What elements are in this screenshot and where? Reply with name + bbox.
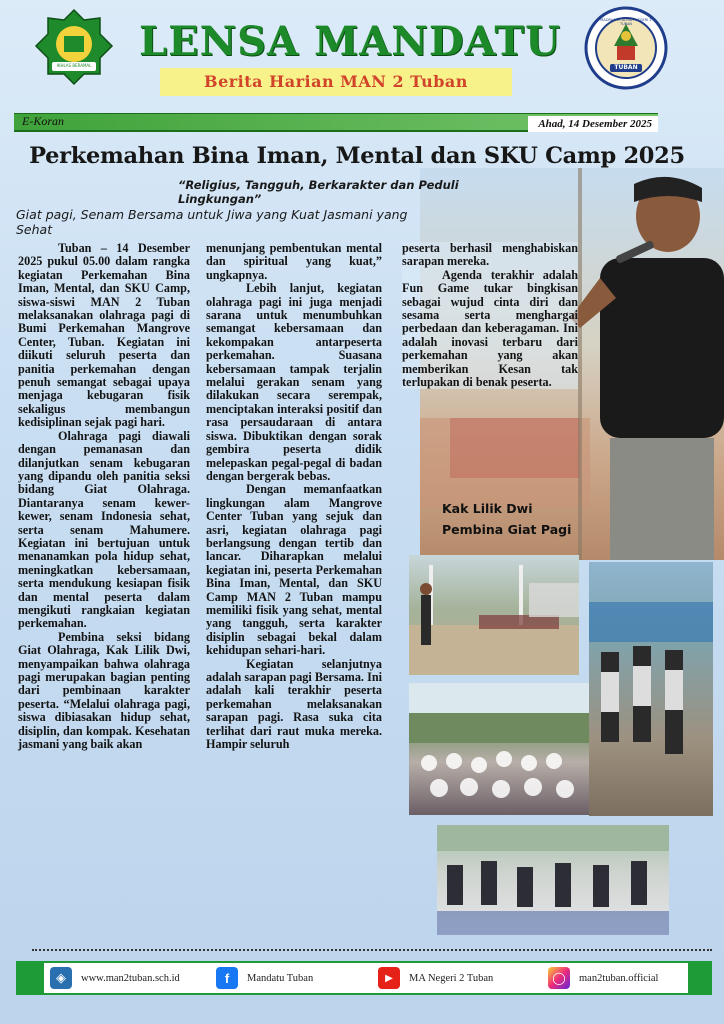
exercise-photo-4: [437, 825, 669, 935]
instagram-icon: ◯: [548, 967, 570, 989]
school-logo-bottom-text: TUBAN: [614, 64, 638, 71]
footer-youtube[interactable]: [378, 966, 493, 990]
paragraph: Dengan memanfaatkan lingkungan alam Mangrove Center Tuban yang sejuk dan asri, kegiatan olahraga pagi berlangsung dengan tertib dan lancar. Diharapkan melalui kegiatan ini, peserta Perkemahan Bina Iman, Mental, dan SKU Camp MAN 2 Tuban mampu memiliki fisik yang sehat, mental yang tangguh, serta karakter disiplin sebagai bekal dalam kehidupan sehari-hari.: [206, 482, 382, 658]
paragraph: Pembina seksi bidang Giat Olahraga, Kak Lilik Dwi, menyampaikan bahwa olahraga pagi merupakan bagian penting dari pembinaan karakter peserta. “Melalui olahraga pagi, siswa dibiasakan hidup sehat, disiplin, dan kompak. Kesehatan jasmani yang baik akan: [18, 629, 190, 752]
edition-date: Ahad, 14 Desember 2025: [528, 116, 658, 132]
footer-website-text: www.man2tuban.sch.id: [81, 972, 180, 984]
kemenag-logo-text: IKHLAS BERAMAL: [56, 63, 92, 68]
masthead-subtitle: Berita Harian MAN 2 Tuban: [160, 68, 512, 96]
paragraph: Kegiatan selanjutnya adalah sarapan pagi Bersama. Ini adalah kali terakhir peserta perkemahan melaksanakan sarapan pagi. Rasa suka cita terlihat dari raut muka mereka. Hampir seluruh: [206, 656, 382, 752]
paragraph: Lebih lanjut, kegiatan olahraga pagi ini juga menjadi sarana untuk menumbuhkan semangat kebersamaan dan kekompakan antarpeserta perkemahan. Suasana kebersamaan tampak terjalin melalui gerakan senam yang dilakukan secara serempak, menciptakan interaksi positif dan rasa persaudaraan di antara siswa. Dibuktikan dengan sorak gembira peserta didik melepaskan pegal-pegal di badan dengan bergerak bebas.: [206, 281, 382, 483]
photo-caption-name: Kak Lilik Dwi: [442, 501, 533, 516]
footer-instagram[interactable]: [548, 966, 658, 990]
footer-instagram-text: man2tuban.official: [579, 972, 659, 984]
footer-divider: [32, 949, 712, 951]
edition-label: E-Koran: [22, 114, 64, 128]
school-logo-ring-text: MADRASAH ALIYAH NEGERI 2 TUBAN: [600, 18, 652, 26]
footer-facebook-text: Mandatu Tuban: [247, 972, 314, 984]
paragraph: Tuban – 14 Desember 2025 pukul 05.00 dalam rangka kegiatan Perkemahan Bina Iman, Mental, dan SKU Camp, siswa-siswi MAN 2 Tuban melaksanakan olahraga pagi di Bumi Perkemahan Mangrove Center, Tuban. Kegiatan ini diikuti seluruh peserta dan panitia perkemahan dengan penuh semangat sebagai upaya menjaga kebugaran fisik sekaligus membangun kedisiplinan sejak pagi hari.: [18, 241, 190, 430]
exercise-photo-3: [409, 683, 589, 815]
article-column-3: [402, 242, 578, 389]
globe-icon: ◈: [50, 967, 72, 989]
kemenag-logo: [34, 8, 114, 86]
article-tagline: “Religius, Tangguh, Berkarakter dan Peduli Lingkungan”: [178, 178, 459, 206]
footer-facebook[interactable]: [216, 966, 313, 990]
masthead-title: LENSA MANDATU: [138, 18, 562, 65]
paragraph: menunjang pembentukan mental dan spiritual yang kuat,” ungkapnya.: [206, 241, 382, 282]
exercise-photo-1: [409, 555, 579, 675]
article-kicker: Giat pagi, Senam Bersama untuk Jiwa yang Kuat Jasmani yang Sehat: [16, 207, 408, 237]
footer-youtube-text: MA Negeri 2 Tuban: [409, 972, 494, 984]
page-bottom-strip: [0, 1003, 724, 1024]
paragraph: Agenda terakhir adalah Fun Game tukar bingkisan sebagai wujud cinta diri dan sesama serta menghargai perbedaan dan keberagaman. Ini adalah inovasi terbaru dari perkemahan yang akan memberikan Kesan tak terlupakan di benak peserta.: [402, 267, 578, 390]
youtube-icon: ▶: [378, 967, 400, 989]
article-column-1: [18, 242, 190, 751]
article-column-2: [206, 242, 382, 751]
paragraph: peserta berhasil menghabiskan sarapan mereka.: [402, 241, 578, 269]
exercise-photo-2: [589, 562, 713, 816]
article-headline: Perkemahan Bina Iman, Mental dan SKU Camp 2025: [29, 143, 685, 169]
footer-website[interactable]: [50, 966, 180, 990]
facebook-icon: f: [216, 967, 238, 989]
paragraph: Olahraga pagi diawali dengan pemanasan dan dilanjutkan senam kebugaran yang dipandu oleh panitia seksi bidang Giat Olahraga. Diantaranya senam kewer-kewer, senam Indonesia sehat, serta senam Mahumere. Kegiatan ini bertujuan untuk menanamkan pola hidup sehat, meningkatkan kebersamaan, serta mendukung kesiapan fisik dan mental peserta dalam mengikuti rangkaian kegiatan perkemahan.: [18, 428, 190, 631]
photo-caption-role: Pembina Giat Pagi: [442, 522, 572, 537]
